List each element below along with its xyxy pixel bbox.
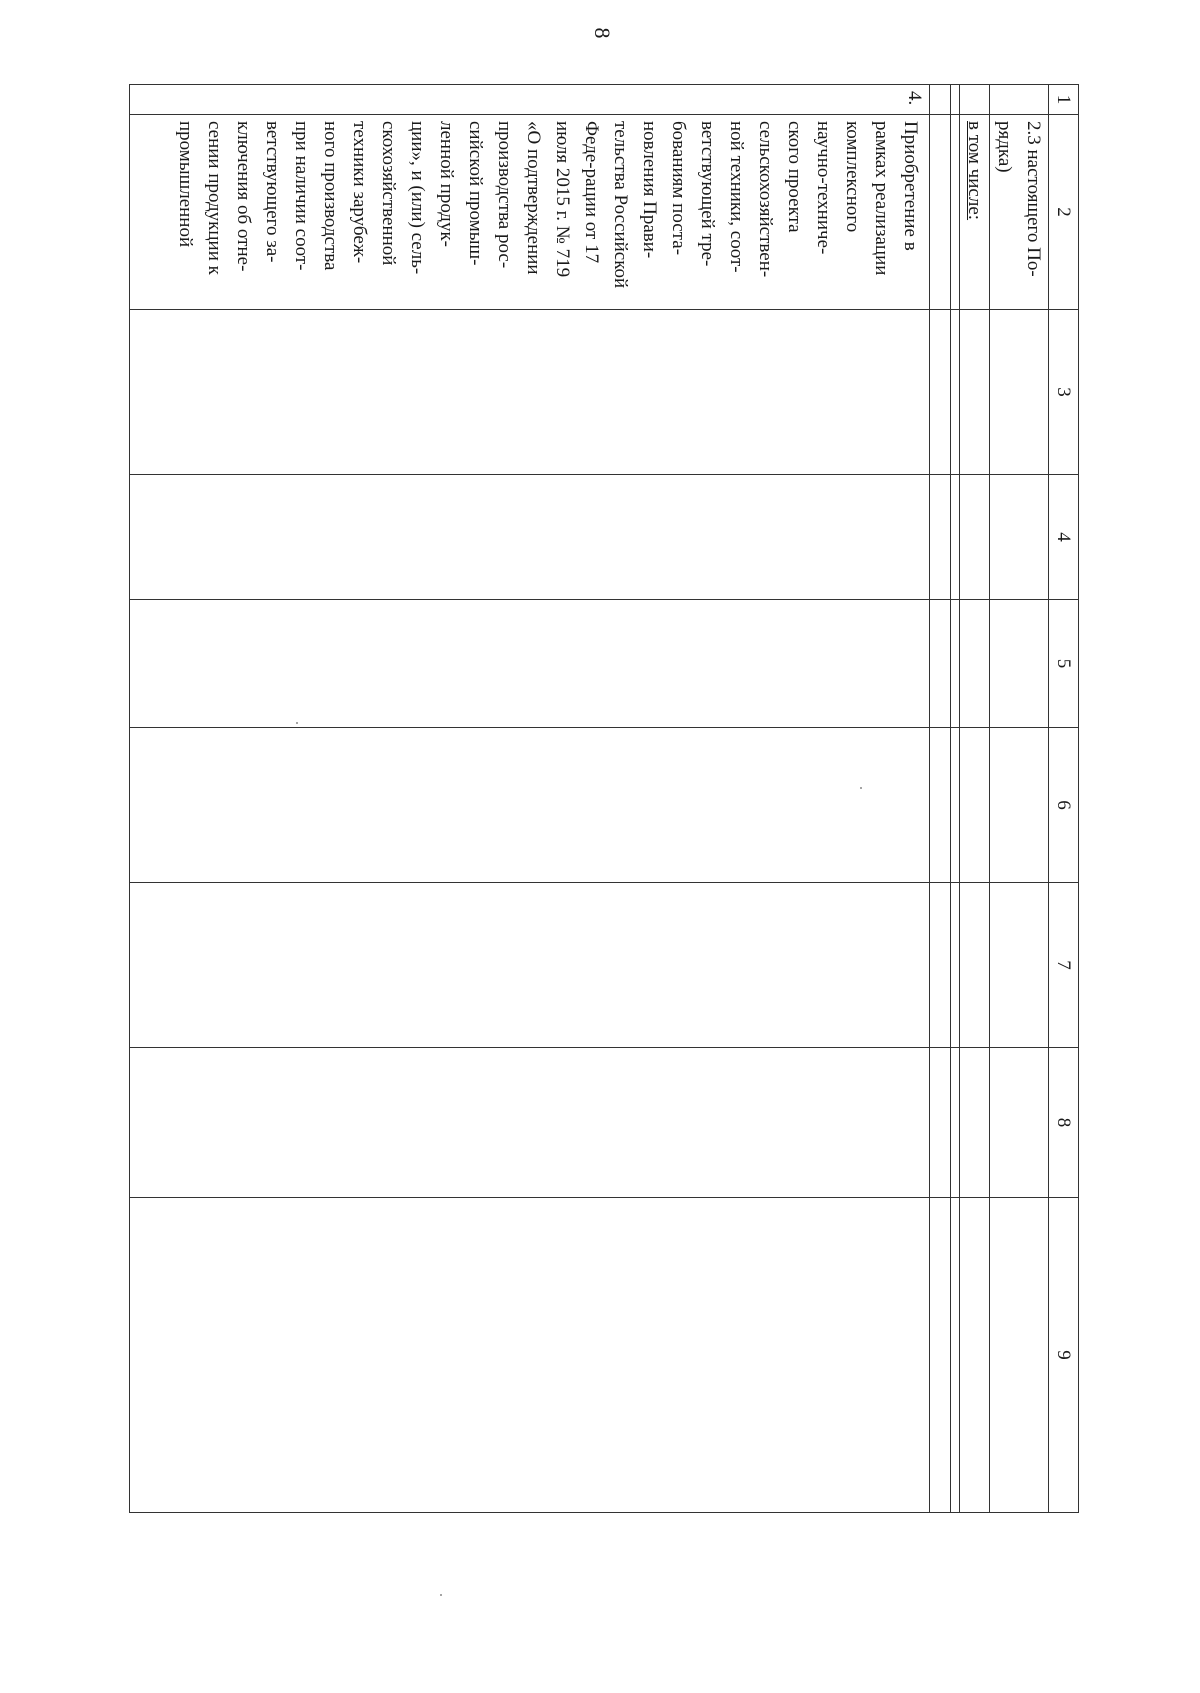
empty-cell (130, 475, 930, 600)
empty-cell (990, 600, 1049, 728)
empty-cell (990, 883, 1049, 1048)
header-row (1049, 85, 1079, 1513)
empty-cell (930, 475, 951, 600)
empty-cell (930, 883, 951, 1048)
empty-cell (990, 728, 1049, 883)
name-cell (951, 115, 960, 310)
row-number-cell (930, 85, 951, 115)
rotated-table-frame (129, 84, 1079, 1512)
empty-cell (130, 600, 930, 728)
name-cell (960, 115, 990, 310)
table-row (951, 85, 960, 1513)
name-text: Приобретение в рамках реализации комплексного научно-техниче-ского проекта сельскохозяйствен-ной техники, соот-ветствующей тре-бованиям поста-новления Прави-тельства Российской Феде-рации от 17 июля 2015 г. № 719 «О подтверждении производства рос-сийской промыш-ленной продук-ции», и (или) сель-скохозяйственной техники зарубеж-ного производства при наличии соот-ветствующего за-ключения об отне-сении продукции к промышленной (175, 121, 921, 289)
header-cell-9: 9 (1049, 1198, 1079, 1513)
empty-cell (951, 310, 960, 475)
row-number-cell (960, 85, 990, 115)
table-container (129, 84, 1079, 1512)
empty-cell (130, 1048, 930, 1198)
row-number-cell (990, 85, 1049, 115)
empty-cell (130, 310, 930, 475)
empty-cell (990, 1198, 1049, 1513)
scan-speck (860, 787, 862, 789)
header-cell-2: 2 (1049, 115, 1079, 310)
name-cell (930, 115, 951, 310)
header-cell-8: 8 (1049, 1048, 1079, 1198)
header-cell-6: 6 (1049, 728, 1079, 883)
table-row (990, 85, 1049, 1513)
empty-cell (930, 728, 951, 883)
table-row (930, 85, 951, 1513)
empty-cell (930, 310, 951, 475)
empty-cell (130, 883, 930, 1048)
empty-cell (951, 1048, 960, 1198)
scan-speck (440, 1594, 442, 1596)
empty-cell (990, 1048, 1049, 1198)
empty-cell (960, 883, 990, 1048)
empty-cell (130, 728, 930, 883)
empty-cell (951, 1198, 960, 1513)
header-cell-7: 7 (1049, 883, 1079, 1048)
name-cell (130, 115, 930, 310)
empty-cell (951, 475, 960, 600)
header-cell-1: 1 (1049, 85, 1079, 115)
header-cell-5: 5 (1049, 600, 1079, 728)
empty-cell (960, 310, 990, 475)
empty-cell (960, 1048, 990, 1198)
table-row (130, 85, 930, 1513)
name-text: 2.3 настоящего По-рядка) (994, 121, 1044, 277)
empty-cell (930, 1048, 951, 1198)
name-text: в том числе: (964, 121, 985, 221)
empty-cell (960, 475, 990, 600)
row-number-cell (951, 85, 960, 115)
row-number-cell: 4. (130, 85, 930, 115)
empty-cell (990, 475, 1049, 600)
empty-cell (951, 600, 960, 728)
header-cell-3: 3 (1049, 310, 1079, 475)
empty-cell (130, 1198, 930, 1513)
table-row (960, 85, 990, 1513)
page-number: 8 (590, 27, 615, 39)
data-table (129, 84, 1079, 1513)
empty-cell (930, 1198, 951, 1513)
empty-cell (960, 600, 990, 728)
scan-speck (296, 722, 298, 724)
empty-cell (951, 728, 960, 883)
header-cell-4: 4 (1049, 475, 1079, 600)
name-cell (990, 115, 1049, 310)
empty-cell (960, 728, 990, 883)
empty-cell (951, 883, 960, 1048)
empty-cell (990, 310, 1049, 475)
empty-cell (960, 1198, 990, 1513)
empty-cell (930, 600, 951, 728)
